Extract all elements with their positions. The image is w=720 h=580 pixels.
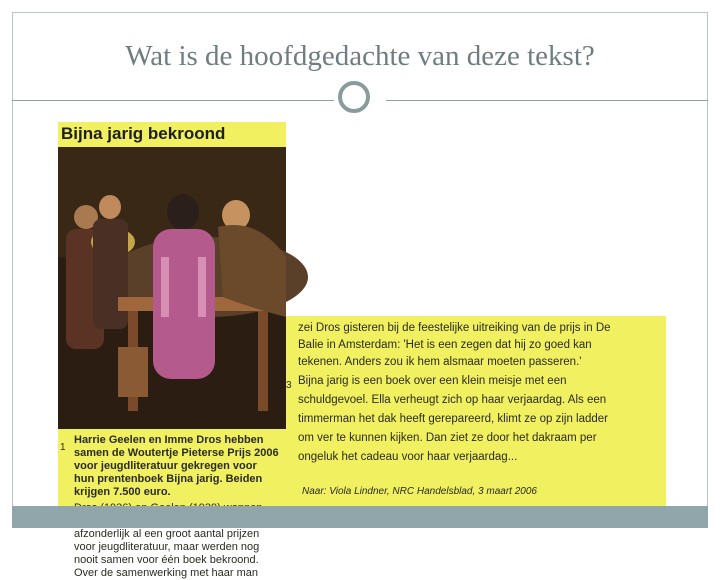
text-line: hun prentenboek Bijna jarig. Beiden xyxy=(74,473,263,485)
paragraph-number: 1 xyxy=(60,442,66,453)
paragraph-1 xyxy=(74,434,279,499)
text-line: Bijna jarig is een boek over een klein meisje met een xyxy=(298,375,567,387)
paragraph-number: 3 xyxy=(286,380,292,391)
paragraph-2-continued xyxy=(298,320,611,371)
text-line: om ver te kunnen kijken. Dan ziet ze door het dakraam per xyxy=(298,432,597,444)
text-line: ongeluk het cadeau voor haar verjaardag... xyxy=(298,451,518,463)
text-line: schuldgevoel. Ella verheugt zich op haar verjaardag. Als een xyxy=(298,394,607,406)
paragraph-3 xyxy=(298,372,608,467)
text-line: Balie in Amsterdam: 'Het is een zegen dat hij zo goed kan xyxy=(298,339,592,351)
text-line: voor jeugdliteratuur gekregen voor xyxy=(74,460,257,472)
text-line: afzonderlijk al een groot aantal prijzen xyxy=(74,528,260,540)
newspaper-clipping-left xyxy=(58,122,286,579)
bottom-accent-bar xyxy=(12,506,708,528)
title-divider-left xyxy=(12,100,334,101)
clipping-heading: Bijna jarig bekroond xyxy=(61,124,226,143)
text-line: timmerman het dak heeft gerepareerd, klimt ze op zijn ladder xyxy=(298,413,609,425)
title-divider-right xyxy=(386,100,708,101)
text-line: samen de Woutertje Pieterse Prijs 2006 xyxy=(74,447,279,459)
text-line: nooit samen voor één boek bekroond. xyxy=(74,554,259,566)
divider-circle-ornament xyxy=(338,81,370,113)
text-line: krijgen 7.500 euro. xyxy=(74,486,171,498)
text-line: tekenen. Anders zou ik hem alsmaar moeten passeren.' xyxy=(298,356,582,368)
slide-title: Wat is de hoofdgedachte van deze tekst? xyxy=(125,40,595,72)
text-line: Harrie Geelen en Imme Dros hebben xyxy=(74,434,264,446)
source-caption: Naar: Viola Lindner, NRC Handelsblad, 3 maart 2006 xyxy=(302,486,537,497)
newspaper-clipping-right xyxy=(286,316,666,510)
award-ceremony-photo xyxy=(58,147,286,429)
text-line: Over de samenwerking met haar man xyxy=(74,567,259,579)
photo-illustration xyxy=(58,147,286,429)
text-line: voor jeugdliteratuur, maar werden nog xyxy=(74,541,260,553)
text-line: zei Dros gisteren bij de feestelijke uitreiking van de prijs in De xyxy=(298,322,611,334)
